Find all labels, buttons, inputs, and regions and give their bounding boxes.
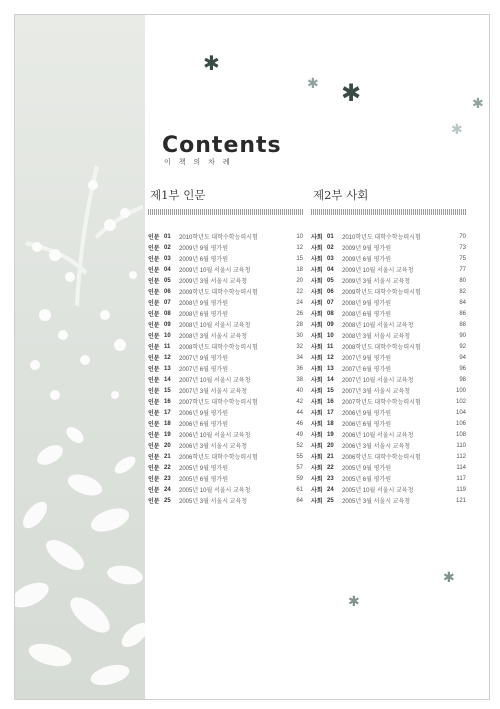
entry-number: 09 bbox=[164, 321, 171, 328]
toc-entry[interactable] bbox=[311, 440, 466, 451]
entry-category: 인문 bbox=[148, 389, 160, 395]
entry-page-number: 106 bbox=[455, 420, 466, 427]
entry-category: 인문 bbox=[148, 246, 160, 252]
entry-page-number: 10 bbox=[296, 233, 303, 240]
toc-entry[interactable] bbox=[311, 429, 466, 440]
entry-title: 2009년 10월 서울시 교육청 bbox=[179, 268, 251, 274]
entry-category: 인문 bbox=[148, 235, 160, 241]
entry-title: 2009년 10월 서울시 교육청 bbox=[342, 268, 414, 274]
entry-category: 인문 bbox=[148, 323, 160, 329]
entry-title: 2010학년도 대학수학능력시험 bbox=[179, 235, 258, 241]
toc-entry[interactable] bbox=[311, 495, 466, 506]
entry-number: 03 bbox=[327, 255, 334, 262]
page-title: Contents bbox=[162, 133, 282, 158]
entry-number: 22 bbox=[327, 464, 334, 471]
entry-category: 사회 bbox=[311, 400, 323, 406]
entry-number: 16 bbox=[327, 398, 334, 405]
toc-entry[interactable] bbox=[311, 286, 466, 297]
entry-number: 23 bbox=[327, 475, 334, 482]
toc-entry[interactable] bbox=[311, 407, 466, 418]
asterisk-icon: ✱ bbox=[451, 122, 463, 138]
toc-entry[interactable] bbox=[148, 253, 303, 264]
entry-category: 인문 bbox=[148, 466, 160, 472]
entry-number: 04 bbox=[164, 266, 171, 273]
toc-entry[interactable] bbox=[148, 429, 303, 440]
entry-title: 2008학년도 대학수학능력시험 bbox=[179, 345, 258, 351]
entry-title: 2006년 6월 평가원 bbox=[179, 422, 228, 428]
entry-number: 11 bbox=[327, 343, 334, 350]
entry-category: 사회 bbox=[311, 257, 323, 263]
entry-page-number: 90 bbox=[459, 332, 466, 339]
entry-number: 19 bbox=[164, 431, 171, 438]
entry-number: 04 bbox=[327, 266, 334, 273]
entry-page-number: 12 bbox=[296, 244, 303, 251]
asterisk-icon: ✱ bbox=[443, 570, 455, 586]
entry-number: 25 bbox=[164, 497, 171, 504]
toc-entry[interactable] bbox=[311, 330, 466, 341]
entry-category: 사회 bbox=[311, 389, 323, 395]
entry-number: 18 bbox=[164, 420, 171, 427]
entry-title: 2008년 3월 서울시 교육청 bbox=[179, 334, 248, 340]
toc-entry[interactable] bbox=[311, 297, 466, 308]
entry-category: 사회 bbox=[311, 499, 323, 505]
entry-category: 사회 bbox=[311, 367, 323, 373]
entry-number: 09 bbox=[327, 321, 334, 328]
entry-number: 10 bbox=[327, 332, 334, 339]
toc-entry[interactable] bbox=[311, 385, 466, 396]
toc-entry[interactable] bbox=[148, 396, 303, 407]
entry-title: 2007년 6월 평가원 bbox=[342, 367, 391, 373]
entry-number: 15 bbox=[164, 387, 171, 394]
entry-number: 03 bbox=[164, 255, 171, 262]
entry-title: 2008년 9월 평가원 bbox=[179, 301, 228, 307]
entry-number: 02 bbox=[164, 244, 171, 251]
entry-title: 2009년 9월 평가원 bbox=[179, 246, 228, 252]
entry-number: 01 bbox=[164, 233, 171, 240]
entry-number: 18 bbox=[327, 420, 334, 427]
entry-page-number: 18 bbox=[296, 266, 303, 273]
toc-entry[interactable] bbox=[311, 308, 466, 319]
toc-entry[interactable] bbox=[311, 363, 466, 374]
entry-category: 인문 bbox=[148, 499, 160, 505]
entry-number: 05 bbox=[327, 277, 334, 284]
entry-number: 06 bbox=[164, 288, 171, 295]
entry-title: 2007년 6월 평가원 bbox=[179, 367, 228, 373]
entry-number: 17 bbox=[327, 409, 334, 416]
toc-entry[interactable] bbox=[311, 231, 466, 242]
entry-number: 08 bbox=[327, 310, 334, 317]
entry-page-number: 100 bbox=[455, 387, 466, 394]
entry-title: 2005년 10월 서울시 교육청 bbox=[342, 488, 414, 494]
entry-page-number: 70 bbox=[459, 233, 466, 240]
toc-entry[interactable] bbox=[311, 352, 466, 363]
entry-page-number: 38 bbox=[296, 376, 303, 383]
entry-number: 06 bbox=[327, 288, 334, 295]
entry-title: 2008년 6월 평가원 bbox=[342, 312, 391, 318]
toc-entry[interactable] bbox=[311, 242, 466, 253]
entry-title: 2010학년도 대학수학능력시험 bbox=[342, 235, 421, 241]
entry-number: 14 bbox=[327, 376, 334, 383]
entry-category: 사회 bbox=[311, 356, 323, 362]
entry-category: 사회 bbox=[311, 290, 323, 296]
entry-title: 2006년 10월 서울시 교육청 bbox=[179, 433, 251, 439]
entry-title: 2006년 9월 평가원 bbox=[342, 411, 391, 417]
entry-title: 2005년 9월 평가원 bbox=[179, 466, 228, 472]
entry-number: 17 bbox=[164, 409, 171, 416]
entry-number: 24 bbox=[164, 486, 171, 493]
entry-page-number: 34 bbox=[296, 354, 303, 361]
entry-page-number: 44 bbox=[296, 409, 303, 416]
entry-page-number: 77 bbox=[459, 266, 466, 273]
toc-entry[interactable] bbox=[148, 451, 303, 462]
entry-title: 2008년 10월 서울시 교육청 bbox=[342, 323, 414, 329]
entry-page-number: 26 bbox=[296, 310, 303, 317]
entry-page-number: 40 bbox=[296, 387, 303, 394]
entry-category: 사회 bbox=[311, 246, 323, 252]
asterisk-icon: ✱ bbox=[203, 51, 220, 75]
entry-page-number: 42 bbox=[296, 398, 303, 405]
toc-entry[interactable] bbox=[148, 308, 303, 319]
entry-page-number: 92 bbox=[459, 343, 466, 350]
entry-category: 사회 bbox=[311, 444, 323, 450]
entry-page-number: 114 bbox=[456, 464, 466, 471]
entry-number: 23 bbox=[164, 475, 171, 482]
entry-page-number: 49 bbox=[296, 431, 303, 438]
entry-category: 인문 bbox=[148, 312, 160, 318]
entry-number: 24 bbox=[327, 486, 334, 493]
entry-number: 07 bbox=[327, 299, 334, 306]
entry-category: 사회 bbox=[311, 334, 323, 340]
entry-title: 2007학년도 대학수학능력시험 bbox=[179, 400, 258, 406]
entry-page-number: 64 bbox=[296, 497, 303, 504]
toc-entry[interactable] bbox=[311, 462, 466, 473]
entry-title: 2008년 10월 서울시 교육청 bbox=[179, 323, 251, 329]
entry-page-number: 46 bbox=[296, 420, 303, 427]
entry-page-number: 28 bbox=[296, 321, 303, 328]
entry-number: 02 bbox=[327, 244, 334, 251]
entry-title: 2007학년도 대학수학능력시험 bbox=[342, 400, 421, 406]
entry-title: 2008년 6월 평가원 bbox=[179, 312, 228, 318]
entry-category: 사회 bbox=[311, 422, 323, 428]
entry-category: 사회 bbox=[311, 488, 323, 494]
entry-page-number: 52 bbox=[296, 442, 303, 449]
entry-title: 2007년 3월 서울시 교육청 bbox=[179, 389, 248, 395]
entry-category: 인문 bbox=[148, 279, 160, 285]
entry-page-number: 82 bbox=[459, 288, 466, 295]
part2-list bbox=[311, 231, 466, 506]
entry-page-number: 57 bbox=[296, 464, 303, 471]
toc-entry[interactable] bbox=[148, 341, 303, 352]
entry-page-number: 121 bbox=[455, 497, 466, 504]
asterisk-icon: ✱ bbox=[348, 594, 360, 610]
toc-entry[interactable] bbox=[148, 374, 303, 385]
toc-entry[interactable] bbox=[148, 407, 303, 418]
entry-category: 인문 bbox=[148, 433, 160, 439]
entry-title: 2005년 3월 서울시 교육청 bbox=[179, 499, 248, 505]
section-divider bbox=[311, 209, 466, 215]
entry-title: 2007년 10월 서울시 교육청 bbox=[342, 378, 414, 384]
entry-category: 인문 bbox=[148, 257, 160, 263]
entry-title: 2006학년도 대학수학능력시험 bbox=[342, 455, 421, 461]
entry-category: 사회 bbox=[311, 477, 323, 483]
entry-number: 21 bbox=[327, 453, 334, 460]
entry-page-number: 110 bbox=[456, 442, 466, 449]
entry-number: 19 bbox=[327, 431, 334, 438]
toc-entry[interactable] bbox=[148, 264, 303, 275]
toc-entry[interactable] bbox=[148, 297, 303, 308]
entry-category: 인문 bbox=[148, 301, 160, 307]
section-divider bbox=[148, 209, 303, 215]
entry-category: 인문 bbox=[148, 400, 160, 406]
asterisk-icon: ✱ bbox=[341, 79, 362, 107]
entry-title: 2009년 3월 서울시 교육청 bbox=[179, 279, 248, 285]
toc-header bbox=[162, 133, 282, 167]
toc-entry[interactable] bbox=[311, 451, 466, 462]
entry-page-number: 88 bbox=[459, 321, 466, 328]
asterisk-icon: ✱ bbox=[472, 96, 484, 112]
entry-number: 14 bbox=[164, 376, 171, 383]
entry-title: 2009학년도 대학수학능력시험 bbox=[179, 290, 258, 296]
entry-number: 08 bbox=[164, 310, 171, 317]
entry-category: 인문 bbox=[148, 488, 160, 494]
toc-entry[interactable] bbox=[148, 440, 303, 451]
entry-title: 2005년 10월 서울시 교육청 bbox=[179, 488, 251, 494]
entry-title: 2007년 9월 평가원 bbox=[179, 356, 228, 362]
entry-category: 인문 bbox=[148, 411, 160, 417]
entry-category: 사회 bbox=[311, 345, 323, 351]
entry-number: 13 bbox=[327, 365, 334, 372]
toc-entry[interactable] bbox=[148, 286, 303, 297]
entry-title: 2006년 10월 서울시 교육청 bbox=[342, 433, 414, 439]
entry-page-number: 24 bbox=[296, 299, 303, 306]
entry-title: 2009년 9월 평가원 bbox=[342, 246, 391, 252]
entry-category: 사회 bbox=[311, 378, 323, 384]
toc-entry[interactable] bbox=[311, 264, 466, 275]
entry-number: 01 bbox=[327, 233, 334, 240]
entry-title: 2005년 9월 평가원 bbox=[342, 466, 391, 472]
entry-page-number: 112 bbox=[456, 453, 466, 460]
toc-entry[interactable] bbox=[148, 352, 303, 363]
toc-entry[interactable] bbox=[148, 319, 303, 330]
entry-title: 2009년 6월 평가원 bbox=[179, 257, 228, 263]
entry-title: 2009년 3월 서울시 교육청 bbox=[342, 279, 411, 285]
entry-category: 사회 bbox=[311, 411, 323, 417]
entry-number: 11 bbox=[164, 343, 171, 350]
entry-number: 21 bbox=[164, 453, 171, 460]
entry-category: 사회 bbox=[311, 235, 323, 241]
entry-category: 인문 bbox=[148, 367, 160, 373]
toc-entry[interactable] bbox=[311, 396, 466, 407]
entry-category: 인문 bbox=[148, 290, 160, 296]
entry-page-number: 20 bbox=[296, 277, 303, 284]
entry-page-number: 94 bbox=[459, 354, 466, 361]
entry-title: 2007년 9월 평가원 bbox=[342, 356, 391, 362]
entry-page-number: 117 bbox=[456, 475, 466, 482]
toc-entry[interactable] bbox=[311, 374, 466, 385]
toc-entry[interactable] bbox=[148, 242, 303, 253]
entry-page-number: 55 bbox=[296, 453, 303, 460]
entry-number: 05 bbox=[164, 277, 171, 284]
toc-entry[interactable] bbox=[148, 275, 303, 286]
toc-entry[interactable] bbox=[311, 484, 466, 495]
part1-list bbox=[148, 231, 303, 506]
entry-page-number: 108 bbox=[455, 431, 466, 438]
entry-number: 10 bbox=[164, 332, 171, 339]
part2-title: 제2부 사회 bbox=[313, 188, 369, 202]
entry-category: 인문 bbox=[148, 422, 160, 428]
entry-category: 사회 bbox=[311, 433, 323, 439]
entry-page-number: 15 bbox=[296, 255, 303, 262]
entry-category: 인문 bbox=[148, 444, 160, 450]
entry-number: 15 bbox=[327, 387, 334, 394]
entry-number: 12 bbox=[327, 354, 334, 361]
entry-category: 사회 bbox=[311, 312, 323, 318]
entry-category: 사회 bbox=[311, 466, 323, 472]
entry-page-number: 80 bbox=[459, 277, 466, 284]
entry-category: 사회 bbox=[311, 301, 323, 307]
entry-title: 2006년 9월 평가원 bbox=[179, 411, 228, 417]
entry-number: 12 bbox=[164, 354, 171, 361]
toc-entry[interactable] bbox=[148, 330, 303, 341]
page-subtitle: 이 책 의 차 례 bbox=[164, 159, 233, 166]
entry-category: 인문 bbox=[148, 268, 160, 274]
entry-title: 2005년 6월 평가원 bbox=[342, 477, 391, 483]
toc-entry[interactable] bbox=[148, 495, 303, 506]
entry-title: 2006년 3월 서울시 교육청 bbox=[179, 444, 248, 450]
entry-page-number: 98 bbox=[459, 376, 466, 383]
part1-title: 제1부 인문 bbox=[150, 188, 206, 202]
entry-title: 2008년 3월 서울시 교육청 bbox=[342, 334, 411, 340]
entry-page-number: 61 bbox=[296, 486, 303, 493]
entry-category: 인문 bbox=[148, 477, 160, 483]
entry-title: 2007년 10월 서울시 교육청 bbox=[179, 378, 251, 384]
entry-title: 2005년 3월 서울시 교육청 bbox=[342, 499, 411, 505]
toc-entry[interactable] bbox=[311, 341, 466, 352]
entry-number: 07 bbox=[164, 299, 171, 306]
toc-entry[interactable] bbox=[311, 275, 466, 286]
part2-column bbox=[311, 187, 466, 506]
toc-entry[interactable] bbox=[148, 418, 303, 429]
entry-title: 2006년 3월 서울시 교육청 bbox=[342, 444, 411, 450]
toc-entry[interactable] bbox=[311, 319, 466, 330]
entry-title: 2006년 6월 평가원 bbox=[342, 422, 391, 428]
entry-category: 사회 bbox=[311, 268, 323, 274]
entry-page-number: 86 bbox=[459, 310, 466, 317]
entry-title: 2009년 6월 평가원 bbox=[342, 257, 391, 263]
part1-column bbox=[148, 187, 303, 506]
entry-page-number: 36 bbox=[296, 365, 303, 372]
entry-title: 2008학년도 대학수학능력시험 bbox=[342, 345, 421, 351]
toc-entry[interactable] bbox=[148, 462, 303, 473]
entry-category: 인문 bbox=[148, 455, 160, 461]
entry-page-number: 75 bbox=[459, 255, 466, 262]
entry-page-number: 22 bbox=[296, 288, 303, 295]
entry-page-number: 84 bbox=[459, 299, 466, 306]
entry-number: 13 bbox=[164, 365, 171, 372]
entry-category: 인문 bbox=[148, 334, 160, 340]
entry-title: 2009학년도 대학수학능력시험 bbox=[342, 290, 421, 296]
asterisk-icon: ✱ bbox=[307, 76, 319, 92]
entry-category: 인문 bbox=[148, 345, 160, 351]
entry-page-number: 119 bbox=[456, 486, 466, 493]
entry-page-number: 32 bbox=[296, 343, 303, 350]
entry-number: 25 bbox=[327, 497, 334, 504]
toc-entry[interactable] bbox=[311, 418, 466, 429]
entry-page-number: 73 bbox=[459, 244, 466, 251]
toc-entry[interactable] bbox=[311, 253, 466, 264]
toc-entry[interactable] bbox=[148, 231, 303, 242]
toc-page bbox=[14, 14, 490, 700]
toc-entry[interactable] bbox=[148, 484, 303, 495]
entry-title: 2008년 9월 평가원 bbox=[342, 301, 391, 307]
entry-page-number: 30 bbox=[296, 332, 303, 339]
entry-page-number: 59 bbox=[296, 475, 303, 482]
entry-page-number: 104 bbox=[455, 409, 466, 416]
toc-entry[interactable] bbox=[148, 385, 303, 396]
entry-category: 사회 bbox=[311, 323, 323, 329]
entry-category: 인문 bbox=[148, 356, 160, 362]
entry-title: 2007년 3월 서울시 교육청 bbox=[342, 389, 411, 395]
entry-title: 2005년 6월 평가원 bbox=[179, 477, 228, 483]
toc-entry[interactable] bbox=[148, 363, 303, 374]
entry-number: 16 bbox=[164, 398, 171, 405]
entry-page-number: 96 bbox=[459, 365, 466, 372]
entry-category: 사회 bbox=[311, 455, 323, 461]
entry-category: 사회 bbox=[311, 279, 323, 285]
entry-category: 인문 bbox=[148, 378, 160, 384]
entry-page-number: 102 bbox=[455, 398, 466, 405]
entry-title: 2006학년도 대학수학능력시험 bbox=[179, 455, 258, 461]
toc-entry[interactable] bbox=[148, 473, 303, 484]
entry-number: 20 bbox=[327, 442, 334, 449]
entry-number: 22 bbox=[164, 464, 171, 471]
toc-entry[interactable] bbox=[311, 473, 466, 484]
entry-number: 20 bbox=[164, 442, 171, 449]
